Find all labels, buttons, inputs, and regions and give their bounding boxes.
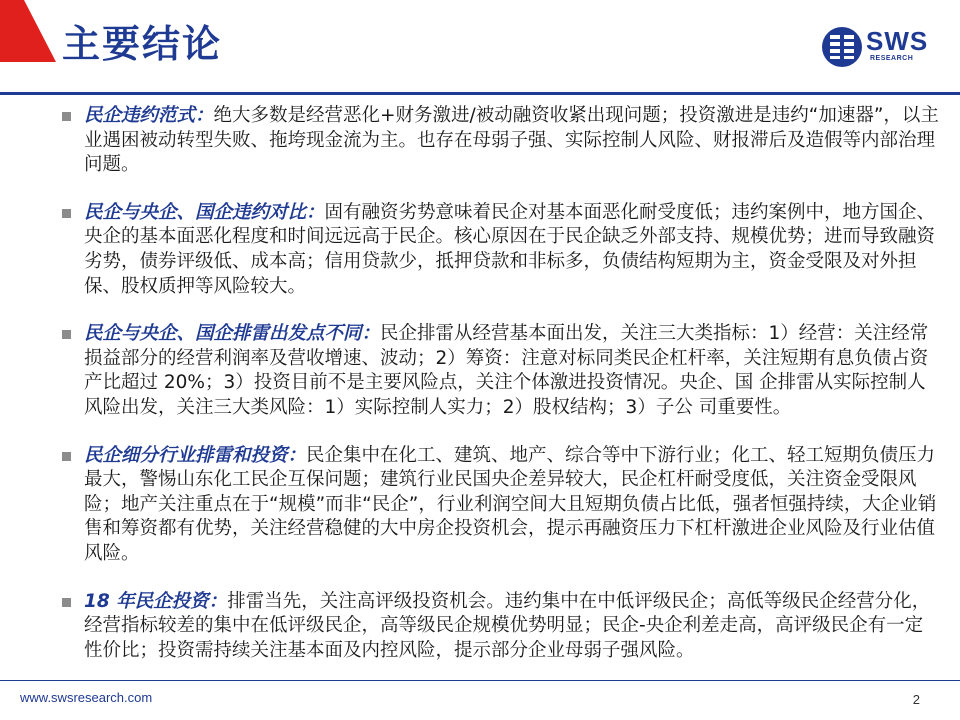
conclusion-text: 民企集中在化工、建筑、地产、综合等中下游行业；化工、轻工短期负债压力最大，警惕山东化工民企互保问题；建筑行业民国央企差异较大，民企杠杆耐受度低，关注资金受限风险；地产关注重点在于“规模”而非“民企”，行业利润空间大且短期负债占比低，强者恒强持续，大企业销售和筹资都有优势，关注经营稳健的大中房企投资机会，提示再融资压力下杠杆激进企业风险及行业估值风险。 bbox=[84, 444, 937, 564]
conclusion-lead: 民企与央企、国企违约对比： bbox=[84, 201, 325, 223]
sws-research-logo bbox=[820, 24, 938, 72]
square-bullet-icon bbox=[62, 209, 71, 218]
square-bullet-icon bbox=[62, 330, 71, 339]
page-number: 2 bbox=[912, 692, 920, 707]
conclusion-item bbox=[60, 590, 940, 664]
square-bullet-icon bbox=[62, 598, 71, 607]
sws-logo-icon bbox=[820, 24, 864, 70]
red-corner-accent bbox=[0, 0, 60, 62]
header-divider bbox=[0, 92, 960, 95]
page-title: 主要结论 bbox=[62, 22, 223, 66]
footer-divider bbox=[0, 680, 960, 681]
conclusion-text: 固有融资劣势意味着民企对基本面恶化耐受度低；违约案例中，地方国企、央企的基本面恶化程度和时间远远高于民企。核心原因在于民企缺乏外部支持、规模优势；进而导致融资劣势，债券评级低、成本高；信用贷款少，抵押贷款和非标多，负债结构短期为主，资金受限及对外担保、股权质押等风险较大。 bbox=[84, 201, 936, 297]
footer-website-link[interactable]: www.swsresearch.com bbox=[20, 690, 153, 705]
conclusion-text: 民企排雷从经营基本面出发，关注三大类指标：1）经营：关注经常损益部分的经营利润率及营收增速、波动；2）筹资：注意对标同类民企杠杆率，关注短期有息负债占资产比超过 20%；3）投资目前不是主要风险点，关注个体激进投资情况。央企、国 企排雷从实际控制人风险出发，关注三大类风险：1）实际控制人实力；2）股权结构；3）子公 司重要性。 bbox=[84, 323, 929, 418]
logo-text: SWS bbox=[866, 26, 929, 56]
conclusion-item bbox=[60, 104, 940, 178]
square-bullet-icon bbox=[62, 452, 71, 461]
conclusion-lead: 民企违约范式： bbox=[84, 105, 214, 126]
conclusion-lead: 民企与央企、国企排雷出发点不同： bbox=[84, 323, 381, 345]
conclusion-item bbox=[60, 322, 940, 420]
conclusion-item bbox=[60, 444, 940, 567]
logo-subtext: RESEARCH bbox=[870, 55, 914, 62]
conclusions-list bbox=[60, 104, 940, 686]
conclusion-lead: 民企细分行业排雷和投资： bbox=[84, 444, 307, 466]
conclusion-item bbox=[60, 201, 940, 299]
conclusion-text: 排雷当先，关注高评级投资机会。违约集中在中低评级民企；高低等级民企经营分化，经营指标较差的集中在低评级民企，高等级民企规模优势明显；民企-央企利差走高，高评级民企有一定性价比；投资需持续关注基本面及内控风险，提示部分企业母弱子强风险。 bbox=[84, 590, 931, 661]
conclusion-text: 绝大多数是经营恶化+财务激进/被动融资收紧出现问题；投资激进是违约“加速器”，以主业遇困被动转型失败、拖垮现金流为主。也存在母弱子强、实际控制人风险、财报滞后及造假等内部治理问题。 bbox=[84, 105, 939, 176]
square-bullet-icon bbox=[62, 112, 71, 121]
conclusion-lead: 18 年民企投资： bbox=[84, 590, 228, 612]
